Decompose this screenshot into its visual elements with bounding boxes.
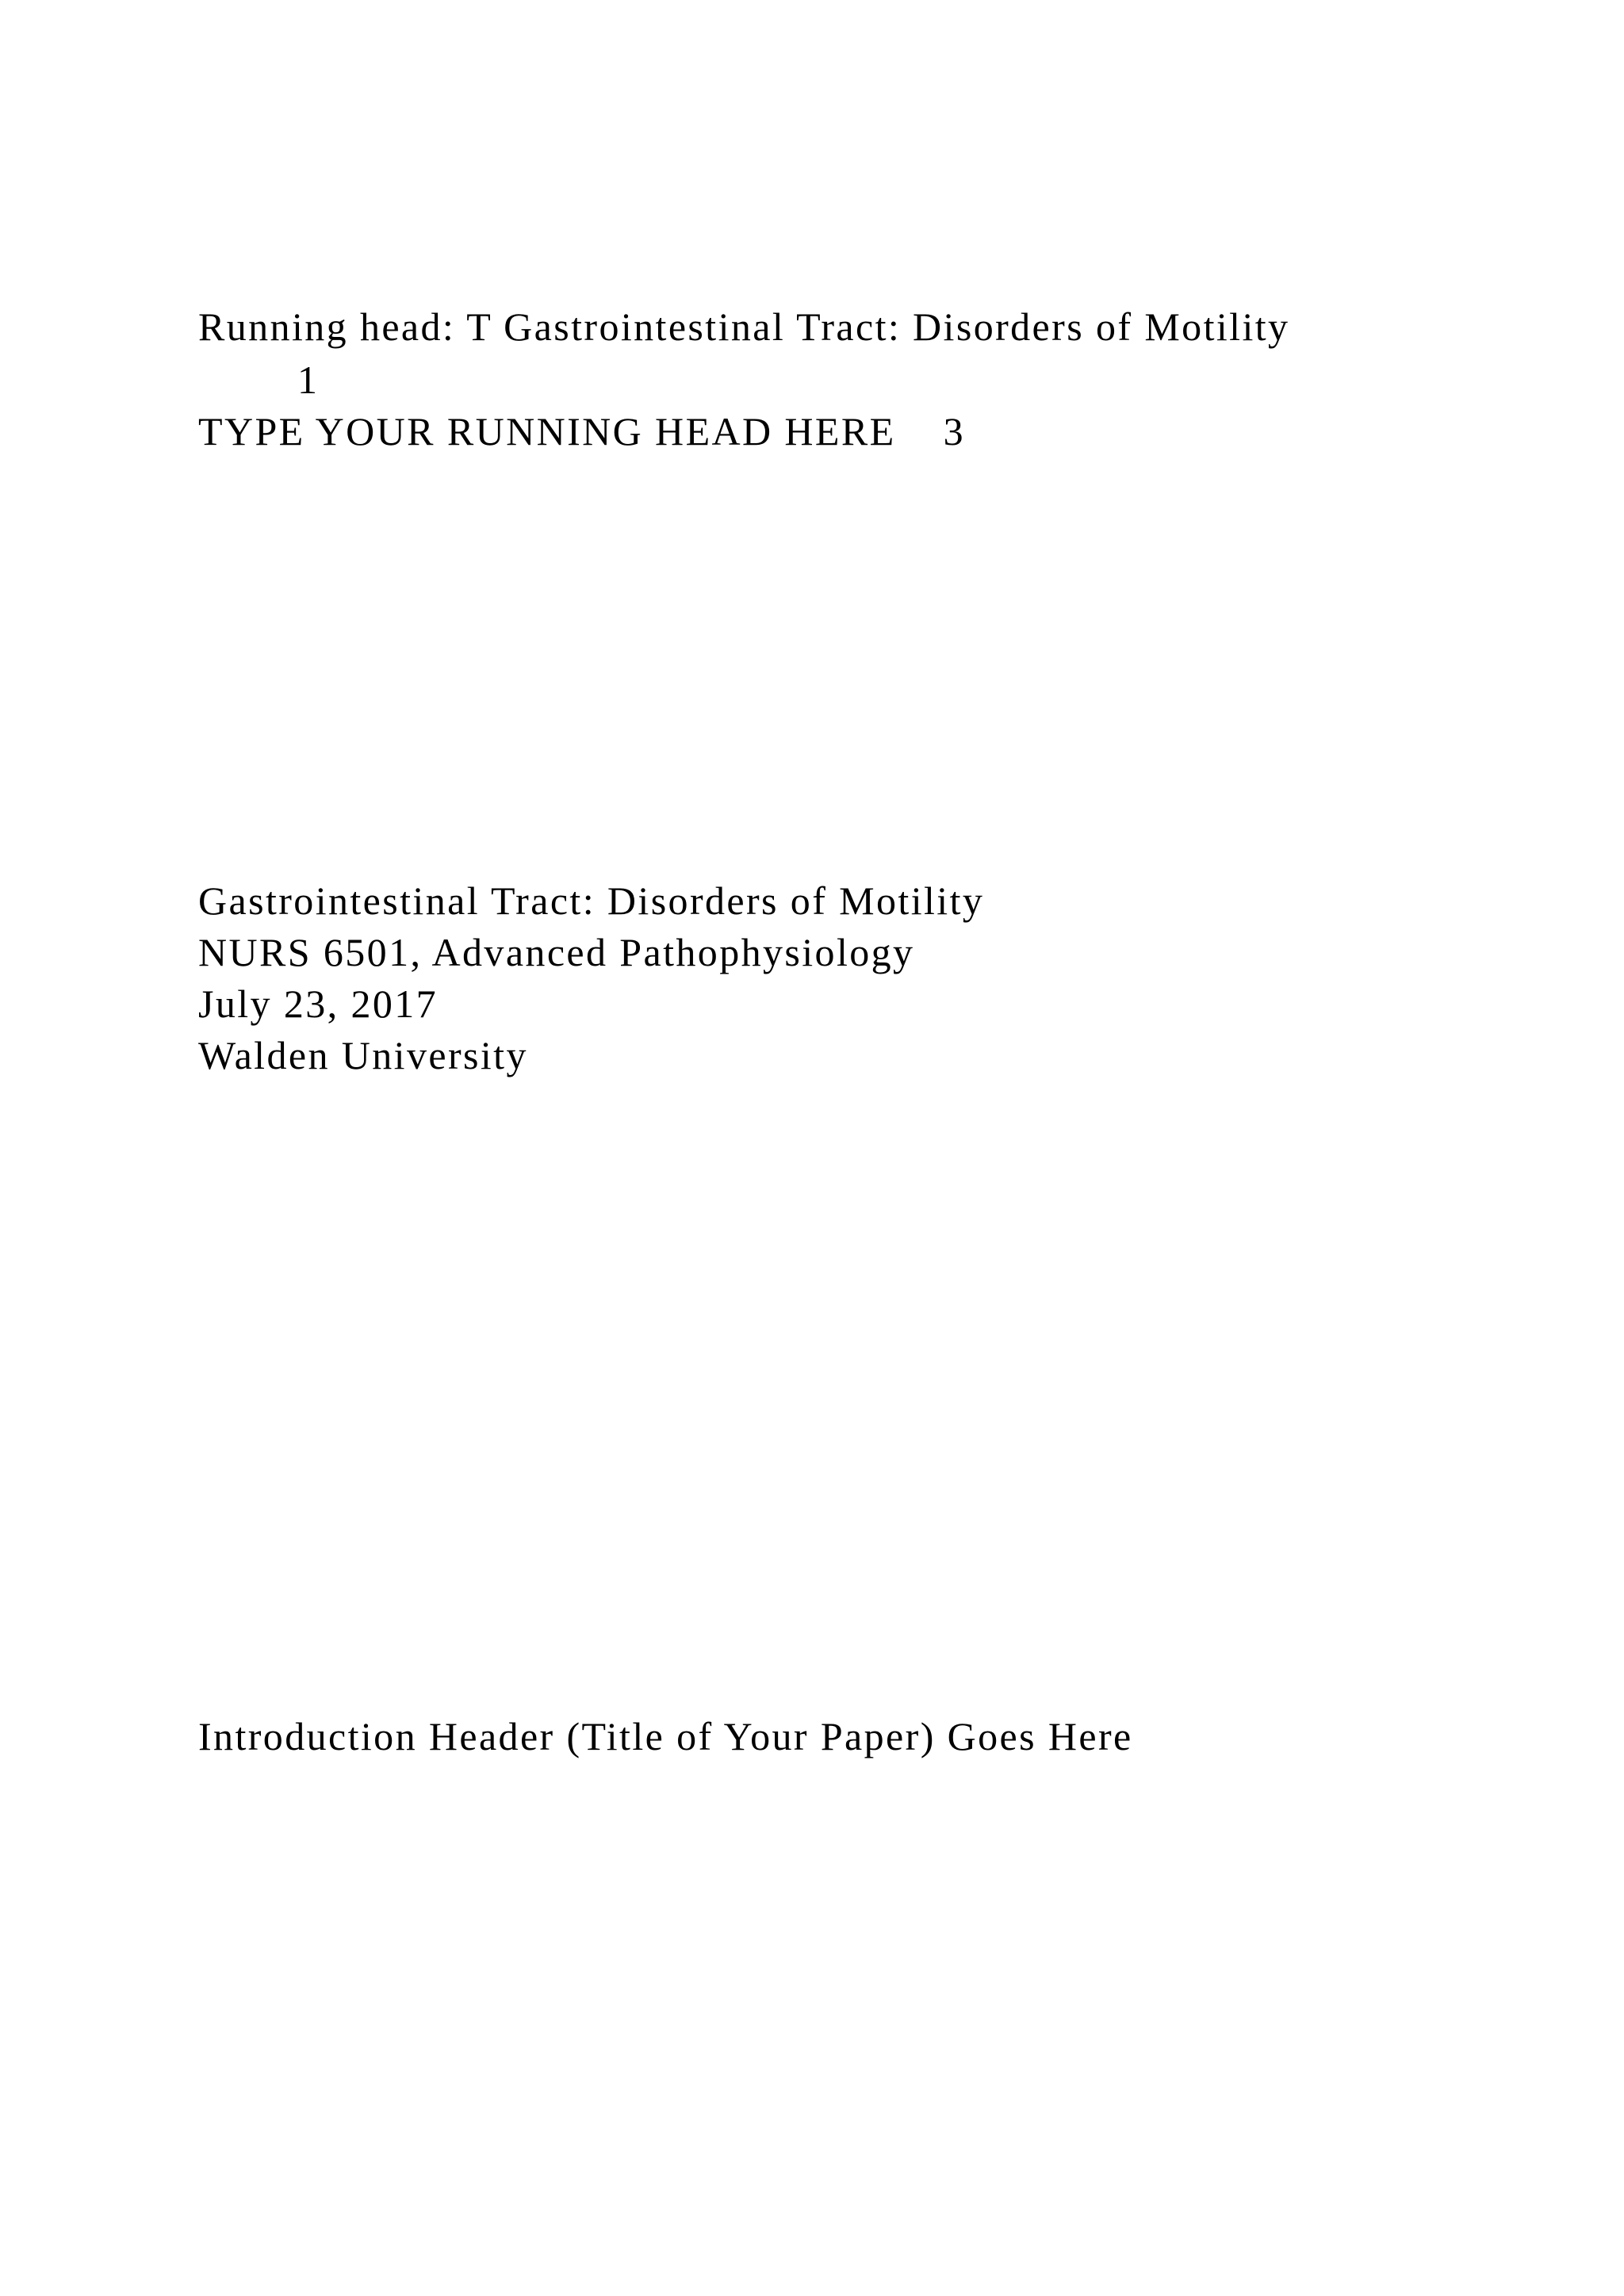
introduction-header: Introduction Header (Title of Your Paper) Goes Here: [198, 1714, 1133, 1758]
running-head-text: Running head: T Gastrointestinal Tract: Disorders of Motility: [198, 304, 1290, 349]
paper-title: Gastrointestinal Tract: Disorders of Motility: [198, 878, 985, 923]
header-page-number: 3: [943, 409, 965, 453]
paper-date: July 23, 2017: [198, 982, 439, 1026]
running-head-page-number: 1: [297, 358, 320, 402]
header-text: TYPE YOUR RUNNING HEAD HERE: [198, 409, 896, 453]
institution-name: Walden University: [198, 1033, 528, 1077]
running-head: [198, 301, 1289, 352]
course-name: NURS 6501, Advanced Pathophysiology: [198, 930, 915, 974]
header-line: [198, 406, 965, 457]
